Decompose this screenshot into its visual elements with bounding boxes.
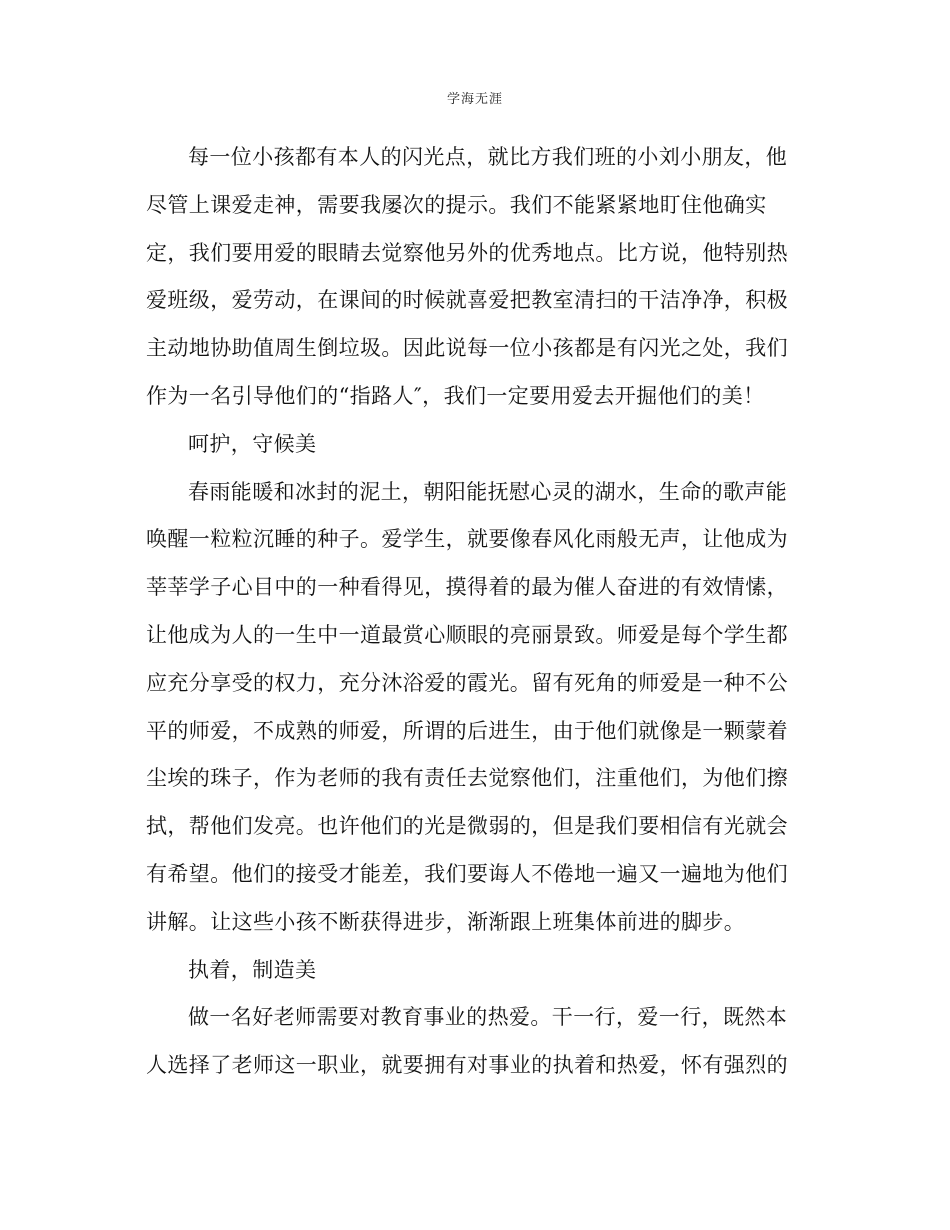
body-text bbox=[146, 134, 811, 1090]
paragraph-line: 春雨能暖和冰封的泥土，朝阳能抚慰心灵的湖水，生命的歌声能 bbox=[188, 479, 788, 504]
paragraph-line: 爱班级，爱劳动，在课间的时候就喜爱把教室清扫的干洁净净，积极 bbox=[146, 288, 788, 313]
paragraph-line: 尽管上课爱走神，需要我屡次的提示。我们不能紧紧地盯住他确实 bbox=[146, 192, 767, 217]
paragraph-line: 每一位小孩都有本人的闪光点，就比方我们班的小刘小朋友，他 bbox=[188, 145, 788, 169]
paragraph-line: 唤醒一粒粒沉睡的种子。爱学生，就要像春风化雨般无声，让他成为 bbox=[146, 527, 788, 552]
paragraph-line: 主动地协助值周生倒垃圾。因此说每一位小孩都是有闪光之处，我们 bbox=[146, 336, 788, 361]
paragraph-line: 拭，帮他们发亮。也许他们的光是微弱的，但是我们要相信有光就会 bbox=[146, 814, 788, 839]
paragraph-line: 让他成为人的一生中一道最赏心顺眼的亮丽景致。师爱是每个学生都 bbox=[146, 622, 788, 647]
paragraph-line: 讲解。让这些小孩不断获得进步，渐渐跟上班集体前进的脚步。 bbox=[146, 909, 746, 934]
paragraph-line: 定，我们要用爱的眼睛去觉察他另外的优秀地点。比方说，他特别热 bbox=[146, 240, 788, 265]
paragraph-line: 平的师爱，不成熟的师爱，所谓的后进生，由于他们就像是一颗蒙着 bbox=[146, 718, 788, 743]
paragraph-line: 作为一名引导他们的“指路人″，我们一定要用爱去开掘他们的美！ bbox=[146, 383, 765, 408]
section-heading: 执着，制造美 bbox=[188, 957, 317, 982]
paragraph-line: 尘埃的珠子，作为老师的我有责任去觉察他们，注重他们，为他们擦 bbox=[146, 766, 788, 791]
paragraph-line: 莘莘学子心目中的一种看得见，摸得着的最为催人奋进的有效情愫， bbox=[146, 575, 788, 600]
paragraph-line: 应充分享受的权力，充分沐浴爱的霞光。留有死角的师爱是一种不公 bbox=[146, 670, 788, 695]
section-heading: 呵护，守候美 bbox=[188, 431, 317, 456]
paragraph-line: 做一名好老师需要对教育事业的热爱。干一行，爱一行，既然本 bbox=[188, 1005, 788, 1030]
paragraph-line: 有希望。他们的接受才能差，我们要诲人不倦地一遍又一遍地为他们 bbox=[146, 861, 788, 886]
page-header: 学海无涯 bbox=[446, 92, 503, 107]
paragraph-line: 人选择了老师这一职业，就要拥有对事业的执着和热爱，怀有强烈的 bbox=[146, 1053, 788, 1078]
